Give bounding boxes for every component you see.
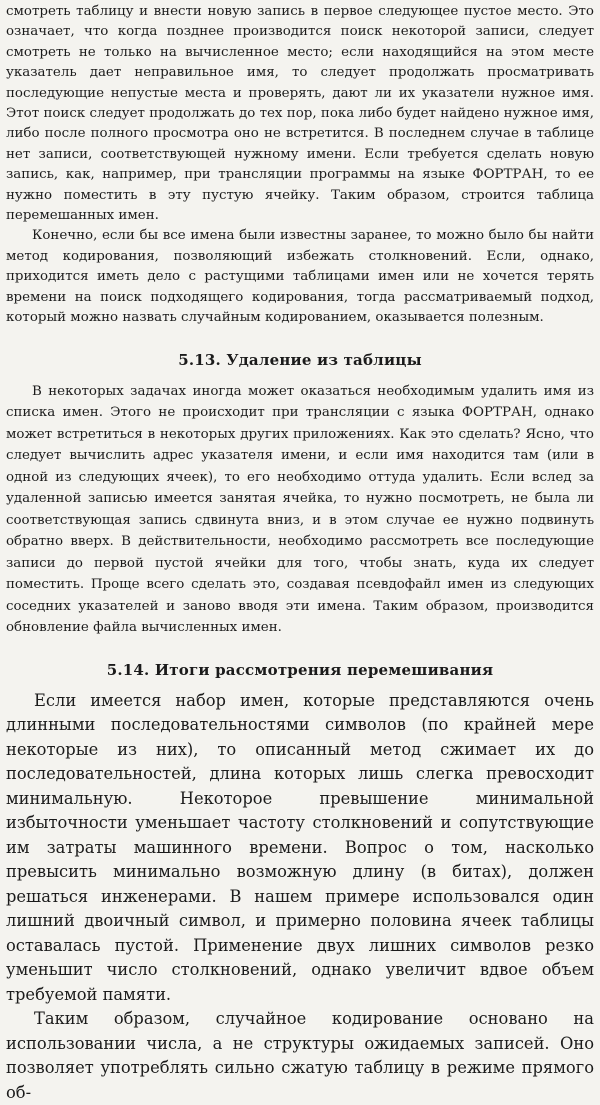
paragraph: смотреть таблицу и внести новую запись в первое следующее пустое место. Это означает, что когда позднее производится поиск некоторой записи, следует смотреть не только на вычисленное место; если находящийся на этом месте указатель дает неправильное имя, то следует продолжать просматривать последующие непустые места и проверять, дают ли их указатели нужное имя. Этот поиск следует продолжать до тех пор, пока либо будет найдено нужное имя, либо после полного просмотра оно не встретится. В последнем случае в таблице нет записи, соответствующей нужному имени. Если требуется сделать новую запись, как, например, при трансляции программы на языке ФОРТРАН, то ее нужно поместить в эту пустую ячейку. Таким образом, строится таблица перемешанных имен. bbox=[6, 2, 594, 226]
paragraph: Таким образом, случайное кодирование основано на использовании числа, а не структуры ожидаемых записей. Оно позволяет употреблять сильно сжатую таблицу в режиме прямого об- bbox=[6, 1007, 594, 1105]
paragraph: В некоторых задачах иногда может оказаться необходимым удалить имя из списка имен. Этого не происходит при трансляции с языка ФОРТРАН, однако может встретиться в некоторых других приложениях. Как это сделать? Ясно, что следует вычислить адрес указателя имени, и если имя находится там (или в одной из следующих ячеек), то его необходимо оттуда удалить. Если вслед за удаленной записью имеется занятая ячейка, то нужно посмотреть, не была ли соответствующая запись сдвинута вниз, и в этом случае ее нужно подвинуть обратно вверх. В действительности, необходимо рассмотреть все последующие записи до первой пустой ячейки для того, чтобы знать, куда их следует поместить. Проще всего сделать это, создавая псевдофайл имен из следующих соседних указателей и заново вводя эти имена. Таким образом, производится обновление файла вычисленных имен. bbox=[6, 381, 594, 639]
section-513-text bbox=[6, 381, 594, 639]
section-heading: 5.13. Удаление из таблицы bbox=[6, 351, 594, 369]
intro-text bbox=[6, 2, 594, 329]
paragraph: Если имеется набор имен, которые представляются очень длинными последовательностями символов (по крайней мере некоторые из них), то описанный метод сжимает их до последовательностей, длина которых лишь слегка превосходит минимальную. Некоторое превышение минимальной избыточности уменьшает частоту столкновений и сопутствующие им затраты машинного времени. Вопрос о том, насколько превысить минимально возможную длину (в битах), должен решаться инженерами. В нашем примере использовался один лишний двоичный символ, и примерно половина ячеек таблицы оставалась пустой. Применение двух лишних символов резко уменьшит число столкновений, однако увеличит вдвое объем требуемой памяти. bbox=[6, 689, 594, 1008]
section-heading: 5.14. Итоги рассмотрения перемешивания bbox=[6, 661, 594, 679]
section-514-text bbox=[6, 689, 594, 1105]
paragraph: Конечно, если бы все имена были известны заранее, то можно было бы найти метод кодирования, позволяющий избежать столкновений. Если, однако, приходится иметь дело с растущими таблицами имен или не хочется терять времени на поиск подходящего кодирования, тогда рассматриваемый подход, который можно назвать случайным кодированием, оказывается полезным. bbox=[6, 226, 594, 328]
